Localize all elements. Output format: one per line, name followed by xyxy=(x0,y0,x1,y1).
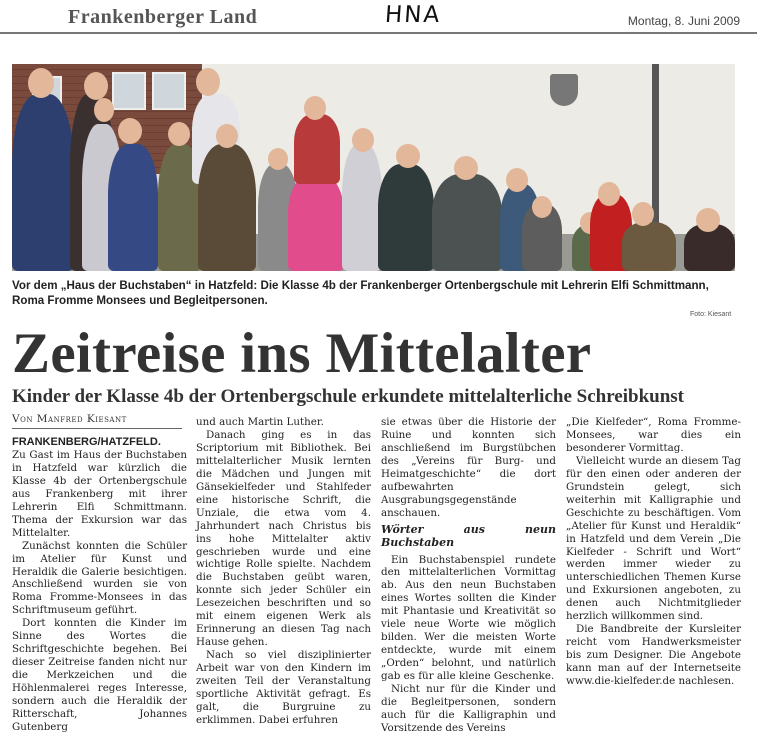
paragraph: Ein Buchstabenspiel rundete den mittelalterlichen Vormittag ab. Aus den neun Buchstaben eines Wortes sollten die Kinder mit Phantasie und Kreativität so viele neue Worte wie möglich bilden. Wer die meisten Worte entdeckte, wurde mit einem „Orden“ belohnt, und natürlich gab es für alle kleine Geschenke. xyxy=(381,553,556,683)
photo-caption: Vor dem „Haus der Buchstaben“ in Hatzfeld: Die Klasse 4b der Frankenberger Ortenbergschule mit Lehrerin Elfi Schmittmann, Roma Fromme Monsees und Begleitpersonen. xyxy=(12,279,709,307)
article-column-1 xyxy=(12,436,187,734)
paragraph: Zu Gast im Haus der Buchstaben in Hatzfeld war kürzlich die Klasse 4b der Ortenbergschule aus Frankenberg mit ihrer Lehrerin Elfi Schmittmann. Thema der Exkursion war das Mittelalter. xyxy=(12,448,187,539)
photo-credit: Foto: Kiesant xyxy=(690,311,732,318)
paragraph: sie etwas über die Historie der Ruine und konnten sich anschließend im Burgstübchen des „Vereins für Burg- und Heimatgeschichte“ die dort aufbewahrten Ausgrabungsgegenstände anschauen. xyxy=(381,416,556,519)
handwritten-note: HNA xyxy=(384,2,443,28)
paragraph: Die Bandbreite der Kursleiter reicht vom Handwerksmeister bis zum Designer. Die Angebote kann man auf der Internetseite www.die-kielfeder.de nachlesen. xyxy=(566,623,741,688)
paragraph: Zunächst konnten die Schüler im Atelier für Kunst und Heraldik die Galerie besichtigen. Anschließend wurden sie von Roma Fromme-Monsees in das Schriftmuseum geführt. xyxy=(12,539,187,617)
byline-rule xyxy=(12,428,182,429)
paragraph: Dort konnten die Kinder im Sinne des Wortes die Schriftgeschichte begehen. Bei dieser Zeitreise fanden nicht nur die Merkzeichen und die Höhlenmalerei reges Interesse, sondern auch die Heraldik der Ritterschaft, Johannes Gutenberg xyxy=(12,617,187,733)
article-headline: Zeitreise ins Mittelalter xyxy=(12,322,592,385)
paragraph: „Die Kielfeder“, Roma Fromme-Monsees, war dies ein besonderer Vormittag. xyxy=(566,416,741,454)
article-column-2 xyxy=(196,416,371,727)
section-subhead: Wörter aus neun Buchstaben xyxy=(381,522,556,549)
dateline: FRANKENBERG/HATZFELD. xyxy=(12,436,161,448)
group-photo xyxy=(12,64,735,271)
paragraph: und auch Martin Luther. xyxy=(196,416,324,428)
paragraph: Danach ging es in das Scriptorium mit Bibliothek. Bei mittelalterlicher Musik lernten die Mädchen und Jungen mit Gänsekielfeder und Stahlfeder eine historische Schrift, die Unziale, die etwa vom 4. Jahrhundert nach Christus bis ins hohe Mittelalter aktiv geschrieben wurde und eine wichtige Rolle spielte. Nachdem die Buchstaben geübt waren, konnte sich jeder Schüler ein Lesezeichen beschriften und so mit einem eigenen Werk als Erinnerung an diesen Tag nach Hause gehen. xyxy=(196,428,371,649)
issue-date: Montag, 8. Juni 2009 xyxy=(627,14,740,28)
article-column-3 xyxy=(381,416,556,735)
paragraph: Nicht nur für die Kinder und die Begleitpersonen, sondern auch für die Kalligraphin und Vorsitzende des Vereins xyxy=(381,683,556,734)
paragraph: Nach so viel disziplinierter Arbeit war von den Kindern im zweiten Teil der Veranstaltung sportliche Aktivität gefragt. Es galt, die Burgruine zu erklimmen. Dabei erfuhren xyxy=(196,649,371,726)
article-subheadline: Kinder der Klasse 4b der Ortenbergschule erkundete mittelalterliche Schreibkunst xyxy=(12,386,685,407)
article-column-4 xyxy=(566,416,741,688)
header-rule xyxy=(0,32,757,34)
wall-crest xyxy=(550,74,578,106)
byline: Von Manfred Kiesant xyxy=(12,413,127,425)
section-title: Frankenberger Land xyxy=(68,6,258,28)
paragraph: Vielleicht wurde an diesem Tag für den einen oder anderen der Grundstein gelegt, sich weiterhin mit Kalligraphie und Geschichte zu beschäftigen. Vom „Atelier für Kunst und Heraldik“ in Hatzfeld und dem Verein „Die Kielfeder - Schrift und Wort“ werden immer wieder zu unterschiedlichen Themen Kurse und Exkursionen angeboten, zu denen auch Nichtmitglieder herzlich willkommen sind. xyxy=(566,454,741,623)
